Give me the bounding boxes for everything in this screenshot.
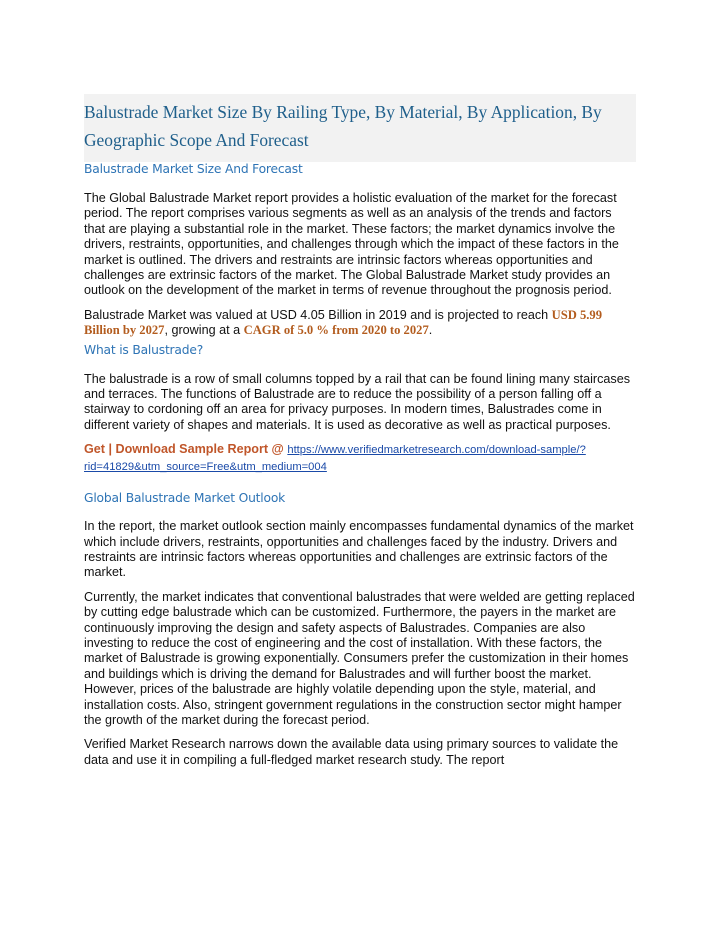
valuation-text-start: Balustrade Market was valued at USD 4.05 Billion in 2019 and is projected to reach xyxy=(84,307,552,322)
section-heading-size-forecast: Balustrade Market Size And Forecast xyxy=(84,162,303,176)
valuation-highlight-usd: USD 5.99 Billion by 2027 xyxy=(84,307,603,338)
valuation-highlight-cagr: CAGR of 5.0 % from 2020 to 2027 xyxy=(243,323,429,338)
paragraph-outlook-market: Currently, the market indicates that conventional balustrades that were welded are getting replaced by cutting edge balustrade which can be customized. Furthermore, the payers in the market are continuously improving the design and safety aspects of Balustrades. Companies are also investing to reduce the cost of engineering and the cost of installation. With these factors, the market of Balustrade is growing exponentially. Consumers prefer the customization in their homes and buildings which is driving the demand for Balustrades and will further boost the market. However, prices of the balustrade are highly volatile depending upon the style, material, and installation costs. Also, stringent government regulations in the construction sector might hamper the growth of the market during the forecast period. xyxy=(84,589,635,727)
download-sample-label: Get | Download Sample Report @ xyxy=(84,442,288,457)
valuation-text-end: . xyxy=(428,323,433,338)
paragraph-what-is: The balustrade is a row of small columns topped by a rail that can be found lining many staircases and terraces. The functions of Balustrade are to reduce the possibility of a person falling off a stairway to cordoning off an area for privacy purposes. In modern times, Balustrades come in different variety of shapes and materials. It is used as decorative as well as practical purposes. xyxy=(84,371,631,432)
paragraph-outlook-intro: In the report, the market outlook section mainly encompasses fundamental dynamics of the market which include drivers, restraints, opportunities and challenges faced by the industry. Drivers and restraints are intrinsic factors whereas opportunities and challenges are extrinsic factors of the market. xyxy=(84,519,634,580)
paragraph-valuation xyxy=(84,308,636,339)
sample-report-line xyxy=(84,442,636,475)
section-heading-outlook: Global Balustrade Market Outlook xyxy=(84,491,286,506)
download-sample-link[interactable]: https://www.verifiedmarketresearch.com/download-sample/?rid=41829&utm_source=Free&utm_medium=004 xyxy=(84,444,586,473)
paragraph-overview: The Global Balustrade Market report provides a holistic evaluation of the market for the forecast period. The report comprises various segments as well as an analysis of the trends and factors that are playing a substantial role in the market. These factors; the market dynamics involve the drivers, restraints, opportunities, and challenges through which the impact of these factors in the market is outlined. The drivers and restraints are intrinsic factors whereas opportunities and challenges are extrinsic factors of the market. The Global Balustrade Market study provides an outlook on the development of the market in terms of revenue throughout the prognosis period. xyxy=(84,191,619,298)
page-title: Balustrade Market Size By Railing Type, By Material, By Application, By Geographic Scope And Forecast xyxy=(84,102,602,150)
paragraph-outlook-research: Verified Market Research narrows down the available data using primary sources to validate the data and use it in compiling a full-fledged market research study. The report xyxy=(84,737,619,767)
section-heading-what-is: What is Balustrade? xyxy=(84,342,204,357)
document-page xyxy=(84,94,636,768)
valuation-text-mid: , growing at a xyxy=(164,323,244,338)
title-banner xyxy=(84,94,636,162)
